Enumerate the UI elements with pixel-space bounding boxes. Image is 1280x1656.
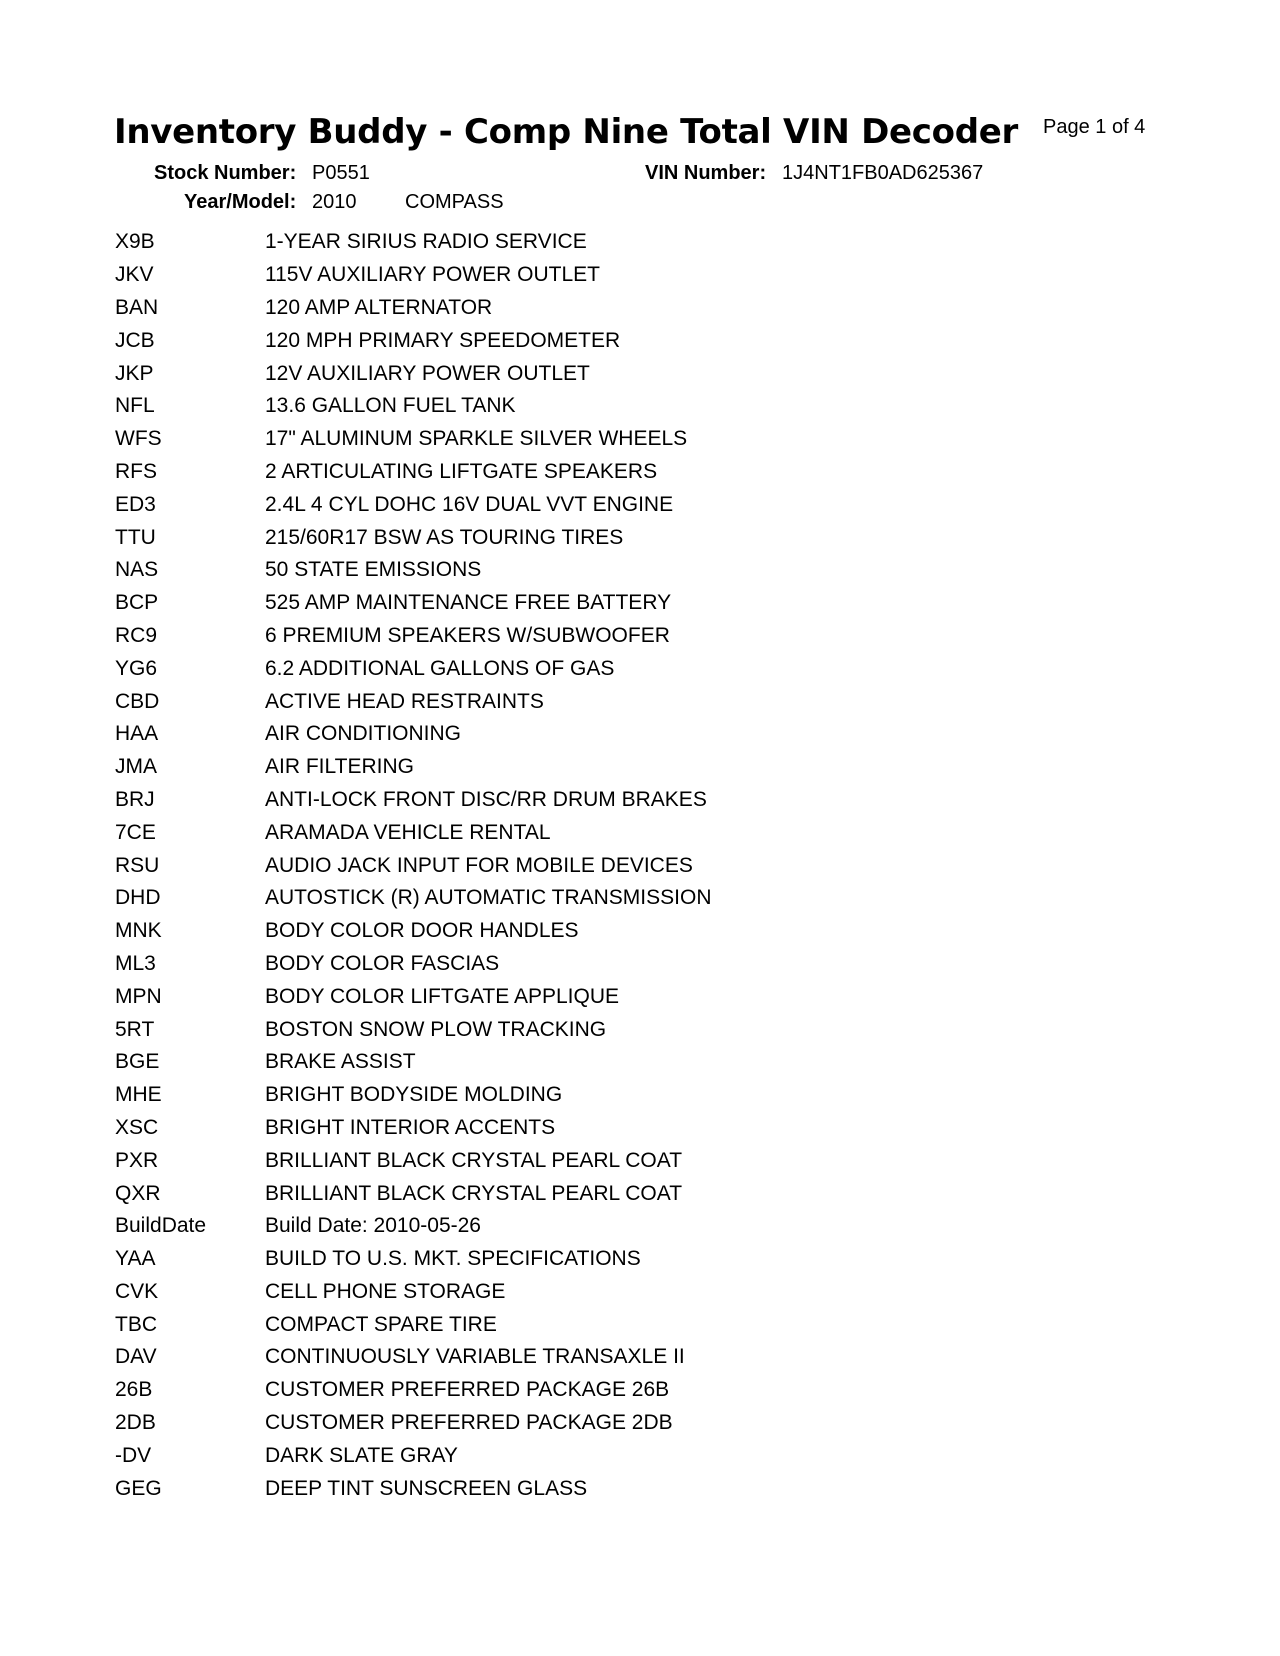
option-description: ACTIVE HEAD RESTRAINTS [265, 689, 544, 713]
option-code: BRJ [115, 787, 155, 811]
option-description: BOSTON SNOW PLOW TRACKING [265, 1017, 607, 1041]
option-row [115, 226, 1015, 259]
option-code: RSU [115, 853, 160, 877]
option-description: BRIGHT INTERIOR ACCENTS [265, 1115, 556, 1139]
option-row [115, 1079, 1015, 1112]
option-code: GEG [115, 1476, 162, 1500]
option-code: CVK [115, 1279, 159, 1303]
option-description: AUDIO JACK INPUT FOR MOBILE DEVICES [265, 853, 693, 877]
option-code: TTU [115, 525, 156, 549]
option-list [115, 226, 1015, 1505]
option-code: X9B [115, 230, 155, 254]
option-row [115, 1112, 1015, 1145]
option-row [115, 324, 1015, 357]
option-code: NAS [115, 558, 159, 582]
option-code: 26B [115, 1378, 153, 1402]
option-row [115, 784, 1015, 817]
option-code: YAA [115, 1247, 156, 1271]
option-description: BODY COLOR LIFTGATE APPLIQUE [265, 984, 619, 1008]
option-code: 5RT [115, 1017, 155, 1041]
option-code: NFL [115, 394, 155, 418]
option-description: BRILLIANT BLACK CRYSTAL PEARL COAT [265, 1181, 683, 1205]
option-description: 120 MPH PRIMARY SPEEDOMETER [265, 328, 621, 352]
option-code: BuildDate [115, 1214, 207, 1238]
option-row [115, 1177, 1015, 1210]
option-row [115, 882, 1015, 915]
option-row [115, 390, 1015, 423]
option-description: 50 STATE EMISSIONS [265, 558, 482, 582]
option-code: WFS [115, 427, 162, 451]
option-code: JKV [115, 263, 154, 287]
option-row [115, 1341, 1015, 1374]
option-description: 525 AMP MAINTENANCE FREE BATTERY [265, 591, 672, 615]
option-row [115, 423, 1015, 456]
option-description: 2.4L 4 CYL DOHC 16V DUAL VVT ENGINE [265, 492, 674, 516]
option-code: PXR [115, 1148, 159, 1172]
option-code: BCP [115, 591, 159, 615]
option-description: CONTINUOUSLY VARIABLE TRANSAXLE II [265, 1345, 685, 1369]
option-row [115, 1407, 1015, 1440]
option-code: QXR [115, 1181, 161, 1205]
option-row [115, 849, 1015, 882]
option-row [115, 521, 1015, 554]
page-title: Inventory Buddy - Comp Nine Total VIN Decoder [114, 112, 1018, 152]
page-number: Page 1 of 4 [1043, 116, 1146, 138]
option-description: ARAMADA VEHICLE RENTAL [265, 820, 551, 844]
option-row [115, 554, 1015, 587]
stock-number-value: P0551 [312, 162, 370, 184]
option-description: 2 ARTICULATING LIFTGATE SPEAKERS [265, 459, 658, 483]
option-description: 120 AMP ALTERNATOR [265, 295, 493, 319]
option-code: JMA [115, 755, 157, 779]
option-code: MNK [115, 919, 162, 943]
option-code: HAA [115, 722, 159, 746]
option-row [115, 488, 1015, 521]
option-code: -DV [115, 1443, 152, 1467]
option-row [115, 1276, 1015, 1309]
option-code: YG6 [115, 656, 158, 680]
option-row [115, 1210, 1015, 1243]
option-description: 6 PREMIUM SPEAKERS W/SUBWOOFER [265, 623, 670, 647]
option-code: JCB [115, 328, 155, 352]
option-description: BRIGHT BODYSIDE MOLDING [265, 1083, 563, 1107]
option-code: 2DB [115, 1411, 156, 1435]
option-code: CBD [115, 689, 160, 713]
option-code: RC9 [115, 623, 158, 647]
model-value: COMPASS [405, 191, 504, 213]
option-row [115, 620, 1015, 653]
option-description: BUILD TO U.S. MKT. SPECIFICATIONS [265, 1247, 641, 1271]
option-code: ED3 [115, 492, 156, 516]
option-description: 17" ALUMINUM SPARKLE SILVER WHEELS [265, 427, 688, 451]
option-code: JKP [115, 361, 154, 385]
option-description: BODY COLOR DOOR HANDLES [265, 919, 579, 943]
option-row [115, 751, 1015, 784]
option-row [115, 915, 1015, 948]
option-row [115, 1144, 1015, 1177]
option-code: ML3 [115, 951, 156, 975]
option-description: 13.6 GALLON FUEL TANK [265, 394, 516, 418]
option-description: 6.2 ADDITIONAL GALLONS OF GAS [265, 656, 615, 680]
option-description: Build Date: 2010-05-26 [265, 1214, 481, 1238]
option-description: ANTI-LOCK FRONT DISC/RR DRUM BRAKES [265, 787, 707, 811]
option-row [115, 1472, 1015, 1505]
option-code: MPN [115, 984, 162, 1008]
option-code: BAN [115, 295, 159, 319]
option-row [115, 718, 1015, 751]
option-row [115, 980, 1015, 1013]
option-description: 215/60R17 BSW AS TOURING TIRES [265, 525, 624, 549]
option-description: BRAKE ASSIST [265, 1050, 416, 1074]
option-description: CUSTOMER PREFERRED PACKAGE 2DB [265, 1411, 673, 1435]
option-row [115, 1374, 1015, 1407]
option-description: AUTOSTICK (R) AUTOMATIC TRANSMISSION [265, 886, 712, 910]
vin-number-label: VIN Number: [645, 162, 767, 184]
option-code: TBC [115, 1312, 157, 1336]
option-description: BRILLIANT BLACK CRYSTAL PEARL COAT [265, 1148, 683, 1172]
option-description: COMPACT SPARE TIRE [265, 1312, 497, 1336]
option-row [115, 1046, 1015, 1079]
option-description: CUSTOMER PREFERRED PACKAGE 26B [265, 1378, 670, 1402]
vin-number-value: 1J4NT1FB0AD625367 [782, 162, 984, 184]
option-row [115, 1013, 1015, 1046]
option-row [115, 685, 1015, 718]
option-code: BGE [115, 1050, 160, 1074]
option-description: DARK SLATE GRAY [265, 1443, 458, 1467]
option-row [115, 948, 1015, 981]
option-description: 12V AUXILIARY POWER OUTLET [265, 361, 590, 385]
option-row [115, 1308, 1015, 1341]
option-row [115, 259, 1015, 292]
year-value: 2010 [312, 191, 357, 213]
option-row [115, 456, 1015, 489]
option-description: DEEP TINT SUNSCREEN GLASS [265, 1476, 588, 1500]
option-code: DAV [115, 1345, 157, 1369]
option-code: DHD [115, 886, 161, 910]
option-description: 115V AUXILIARY POWER OUTLET [265, 263, 600, 287]
option-row [115, 816, 1015, 849]
option-description: 1-YEAR SIRIUS RADIO SERVICE [265, 230, 587, 254]
stock-number-label: Stock Number: [154, 162, 297, 184]
option-row [115, 292, 1015, 325]
option-description: AIR FILTERING [265, 755, 414, 779]
option-description: BODY COLOR FASCIAS [265, 951, 500, 975]
option-row [115, 1439, 1015, 1472]
option-row [115, 587, 1015, 620]
option-code: RFS [115, 459, 157, 483]
option-code: XSC [115, 1115, 159, 1139]
option-code: MHE [115, 1083, 162, 1107]
year-model-label: Year/Model: [184, 191, 297, 213]
option-description: AIR CONDITIONING [265, 722, 462, 746]
option-row [115, 357, 1015, 390]
option-code: 7CE [115, 820, 156, 844]
option-row [115, 652, 1015, 685]
option-row [115, 1243, 1015, 1276]
option-description: CELL PHONE STORAGE [265, 1279, 506, 1303]
